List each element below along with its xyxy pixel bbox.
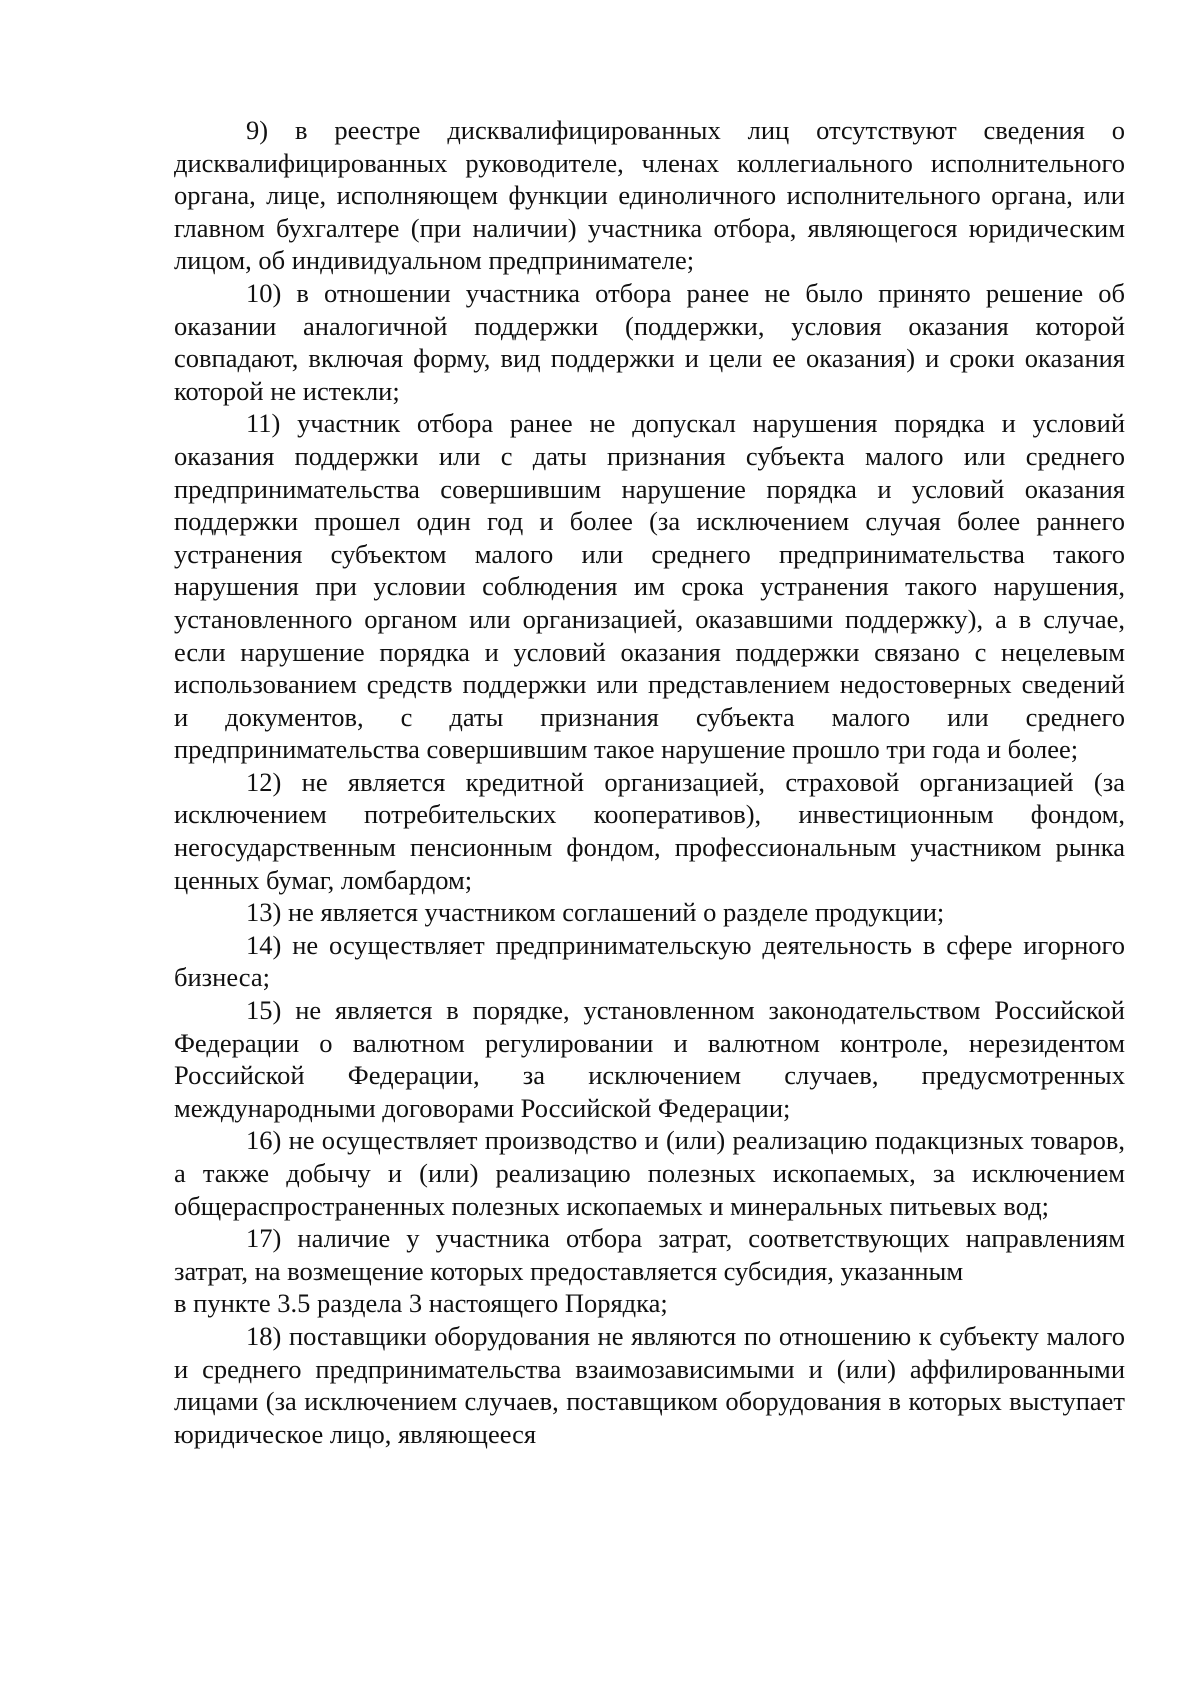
paragraph-item-15: 15) не является в порядке, установленном законодательством Российской Федерации о валютном регулировании и валютном контроле, нерезидентом Российской Федерации, за исключением случаев, предусмотренных международными договорами Российской Федерации;	[174, 995, 1125, 1123]
paragraph-item-12: 12) не является кредитной организацией, страховой организацией (за исключением потребительских кооперативов), инвестиционным фондом, негосударственным пенсионным фондом, профессиональным участником рынка ценных бумаг, ломбардом;	[174, 766, 1125, 895]
paragraph-item-9: 9) в реестре дисквалифицированных лиц отсутствуют сведения о дисквалифицированных руководителе, членах коллегиального исполнительного органа, лице, исполняющем функции единоличного исполнительного органа, или главном бухгалтере (при наличии) участника отбора, являющегося юридическим лицом, об индивидуальном предпринимателе;	[174, 115, 1125, 276]
paragraph-item-11: 11) участник отбора ранее не допускал нарушения порядка и условий оказания поддержки или с даты признания субъекта малого или среднего предпринимательства совершившим нарушение порядка и условий оказания поддержки прошел один год и более (за исключением случая более раннего устранения субъектом малого или среднего предпринимательства такого нарушения при условии соблюдения им срока устранения такого нарушения, установленного органом или организацией, оказавшими поддержку), а в случае, если нарушение порядка и условий оказания поддержки связано с нецелевым использованием средств поддержки или представлением недостоверных сведений и документов, с даты признания субъекта малого или среднего предпринимательства совершившим такое нарушение прошло три года и более;	[174, 408, 1125, 765]
paragraph-item-10: 10) в отношении участника отбора ранее не было принято решение об оказании аналогичной поддержки (поддержки, условия оказания которой совпадают, включая форму, вид поддержки и цели ее оказания) и сроки оказания которой не истекли;	[174, 277, 1125, 406]
paragraph-item-13: 13) не является участником соглашений о разделе продукции;	[246, 897, 945, 928]
paragraph-item-17: 17) наличие у участника отбора затрат, соответствующих направлениям затрат, на возмещение которых предоставляется субсидия, указанным	[174, 1223, 1125, 1286]
paragraph-item-14: 14) не осуществляет предпринимательскую деятельность в сфере игорного бизнеса;	[174, 929, 1125, 993]
paragraph-item-18: 18) поставщики оборудования не являются по отношению к субъекту малого и среднего предпринимательства взаимозависимыми и (или) аффилированными лицами (за исключением случаев, поставщиком оборудования в которых выступает юридическое лицо, являющееся	[174, 1320, 1125, 1449]
paragraph-item-16: 16) не осуществляет производство и (или) реализацию подакцизных товаров, а также добычу и (или) реализацию полезных ископаемых, за исключением общераспространенных полезных ископаемых и минеральных питьевых вод;	[174, 1125, 1125, 1221]
document-body	[174, 114, 1125, 1450]
paragraph-item-17-continuation: в пункте 3.5 раздела 3 настоящего Порядка;	[174, 1288, 668, 1319]
